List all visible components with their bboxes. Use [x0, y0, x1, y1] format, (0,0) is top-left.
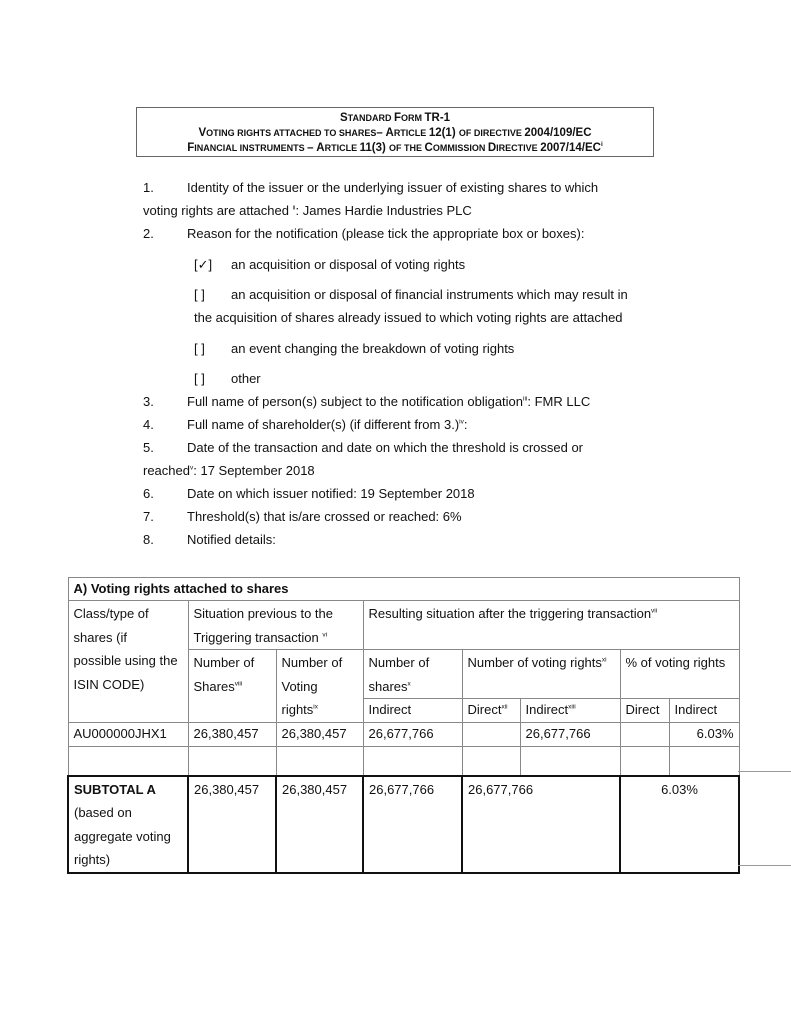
cell-prev-voting: 26,380,457 [276, 723, 363, 747]
item-number: 2. [143, 226, 154, 241]
item-text: Identity of the issuer or the underlying issuer of existing shares to which [187, 180, 599, 195]
table-row-empty [68, 747, 739, 776]
reason-label: an acquisition or disposal of financial instruments which may result in [231, 287, 628, 302]
table-title-row [68, 578, 739, 601]
col-header-previous-situation: Situation previous to the Triggering transaction $^{vi}$ [188, 601, 363, 650]
form-subtitle-voting-rights: VOTING RIGHTS ATTACHED TO SHARES– ARTICLE 12(1) OF DIRECTIVE 2004/109/EC [198, 127, 592, 139]
cell-prev-shares [188, 747, 276, 776]
cell-class: AU000000JHX1 [68, 723, 188, 747]
form-title: STANDARD FORM TR-1 [339, 112, 451, 124]
subtotal-label: SUBTOTAL A [74, 781, 156, 797]
item-text: Date on which issuer notified: 19 September 2018 [187, 486, 475, 501]
cell-res-voting-direct [462, 747, 520, 776]
reason-label: other [231, 371, 261, 386]
checkbox-checked[interactable]: [✓] [194, 257, 213, 272]
item-text: Reason for the notification (please tick the appropriate box or boxes): [187, 226, 585, 241]
reason-label: an acquisition or disposal of voting rights [231, 257, 466, 272]
cell-res-shares-indirect [363, 747, 462, 776]
table-row [68, 723, 739, 747]
voting-rights-table [67, 577, 740, 874]
form-title-box [136, 107, 654, 157]
item-text: Date of the transaction and date on which the threshold is crossed or [187, 440, 584, 455]
subtotal-pct: 6.03% [620, 776, 739, 873]
cell-res-shares-indirect: 26,677,766 [363, 723, 462, 747]
subtotal-row [68, 776, 739, 873]
reason-label: an event changing the breakdown of voting rights [231, 341, 515, 356]
item-continuation: reached$^v$: 17 September 2018 [143, 463, 315, 478]
cell-prev-shares: 26,380,457 [188, 723, 276, 747]
col-header-result-number-of-voting-rights: Number of voting rights$^{xi}$ [462, 650, 620, 699]
item-text: Notified details: [187, 532, 276, 547]
cell-res-voting-indirect: 26,677,766 [520, 723, 620, 747]
issuer-name: : James Hardie Industries PLC [295, 203, 472, 218]
item-number: 7. [143, 509, 154, 524]
sub-header-pct-direct: Direct [620, 699, 669, 723]
cell-pct-indirect: 6.03% [669, 723, 739, 747]
subtotal-label-cell: SUBTOTAL A (based on aggregate voting rights) [68, 776, 188, 873]
col-header-percent-voting-rights: % of voting rights [620, 650, 739, 699]
item-number: 5. [143, 440, 154, 455]
sub-header-indirect-shares: Indirect [363, 699, 462, 723]
col-header-number-of-shares: Number of Shares$^{viii}$ [188, 650, 276, 723]
item-number: 6. [143, 486, 154, 501]
form-subtitle-financial-instruments: FINANCIAL INSTRUMENTS – ARTICLE 11(3) OF THE COMMISSION DIRECTIVE $2007/14/EC^i$ [187, 141, 603, 154]
cell-res-voting-indirect [520, 747, 620, 776]
cell-pct-direct [620, 723, 669, 747]
item-number: 3. [143, 394, 154, 409]
item-number: 8. [143, 532, 154, 547]
col-header-class: Class/type of shares (if possible using the ISIN CODE) [68, 601, 188, 723]
item-number: 1. [143, 180, 154, 195]
reason-label-cont: the acquisition of shares already issued to which voting rights are attached [194, 310, 623, 325]
col-header-resulting-situation: Resulting situation after the triggering transaction$^{vii}$ [363, 601, 739, 650]
cell-class [68, 747, 188, 776]
subtotal-res-voting: 26,677,766 [462, 776, 620, 873]
item-text: Full name of person(s) subject to the notification obligation$^{iii}$: FMR LLC [187, 394, 591, 409]
checkbox-empty[interactable]: [ ] [194, 341, 205, 356]
table-title: A) Voting rights attached to shares [68, 578, 739, 601]
item-text: Full name of shareholder(s) (if different from 3.)$^{iv}$: [187, 417, 468, 432]
subtotal-prev-voting: 26,380,457 [276, 776, 363, 873]
item-text: Threshold(s) that is/are crossed or reached: 6% [187, 509, 462, 524]
sub-header-direct-voting: Direct$^{xii}$ [462, 699, 520, 723]
sub-header-pct-indirect: Indirect [669, 699, 739, 723]
checkbox-empty[interactable]: [ ] [194, 287, 205, 302]
cell-pct-direct [620, 747, 669, 776]
cell-prev-voting [276, 747, 363, 776]
table-header-row-1 [68, 601, 739, 650]
subtotal-res-shares: 26,677,766 [363, 776, 462, 873]
checkbox-empty[interactable]: [ ] [194, 371, 205, 386]
table-extension-line [738, 771, 791, 772]
item-number: 4. [143, 417, 154, 432]
sub-header-indirect-voting: Indirect$^{xiii}$ [520, 699, 620, 723]
table-extension-line [738, 865, 791, 866]
col-header-result-number-of-shares: Number of shares$^x$ [363, 650, 462, 699]
cell-pct-indirect [669, 747, 739, 776]
col-header-number-of-voting-rights: Number of Voting rights$^{ix}$ [276, 650, 363, 723]
item-continuation: voting rights are attached $^{ii}$: James Hardie Industries PLC [143, 203, 472, 218]
subtotal-prev-shares: 26,380,457 [188, 776, 276, 873]
cell-res-voting-direct [462, 723, 520, 747]
